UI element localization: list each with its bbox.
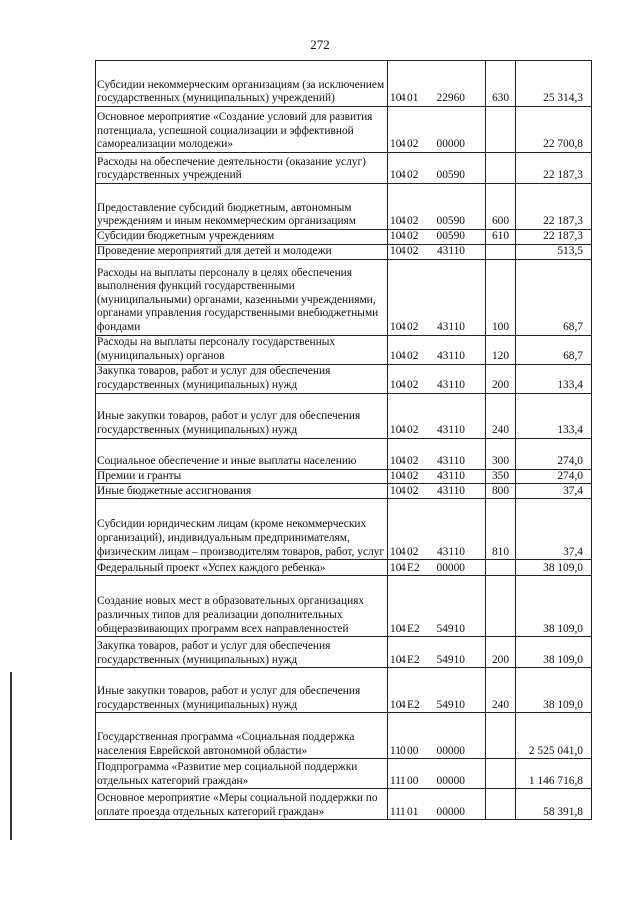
code-subprogram: 4 bbox=[400, 245, 406, 257]
code-activity: E2 bbox=[407, 561, 420, 574]
code-activity: 02 bbox=[407, 455, 419, 467]
row-code bbox=[388, 244, 486, 259]
row-amount: 22 187,3 bbox=[516, 230, 592, 245]
row-amount: 513,5 bbox=[516, 244, 592, 259]
table-row bbox=[96, 484, 592, 499]
row-name: Государственная программа «Социальная поддержка населения Еврейской автономной области» bbox=[96, 713, 388, 759]
table-row bbox=[96, 259, 592, 335]
code-section: 10 bbox=[390, 424, 402, 436]
code-activity: E2 bbox=[407, 653, 420, 666]
row-code bbox=[388, 789, 486, 820]
table-row bbox=[96, 469, 592, 484]
row-name: Расходы на выплаты персоналу в целях обеспечения выполнения функций государственными (муниципальными) органами, казенными учреждениями, органами управления государственными внебюджетными фондами bbox=[96, 259, 388, 335]
row-code bbox=[388, 184, 486, 230]
row-expense-type bbox=[486, 244, 516, 259]
code-subprogram: 4 bbox=[400, 350, 406, 362]
row-name: Субсидии бюджетным учреждениям bbox=[96, 230, 388, 245]
row-expense-type bbox=[486, 153, 516, 184]
row-expense-type: 200 bbox=[486, 364, 516, 393]
row-code bbox=[388, 438, 486, 469]
row-expense-type bbox=[486, 560, 516, 576]
code-section: 10 bbox=[390, 350, 402, 362]
table-row bbox=[96, 438, 592, 469]
code-subprogram: 4 bbox=[400, 561, 406, 574]
row-amount: 38 109,0 bbox=[516, 637, 592, 668]
code-direction: 00590 bbox=[436, 169, 465, 182]
code-section: 10 bbox=[390, 484, 402, 497]
row-amount: 22 187,3 bbox=[516, 153, 592, 184]
code-direction: 54910 bbox=[436, 622, 465, 635]
code-activity: 00 bbox=[407, 774, 419, 787]
code-section: 10 bbox=[390, 92, 402, 105]
code-subprogram: 4 bbox=[400, 424, 406, 436]
row-amount: 25 314,3 bbox=[516, 61, 592, 107]
code-direction: 43110 bbox=[436, 379, 465, 391]
code-section: 10 bbox=[390, 215, 402, 228]
row-amount: 133,4 bbox=[516, 364, 592, 393]
code-subprogram: 4 bbox=[400, 379, 406, 391]
code-activity: 02 bbox=[407, 350, 419, 362]
row-code bbox=[388, 759, 486, 789]
row-name: Предоставление субсидий бюджетным, автономным учреждениям и иным некоммерческим организациям bbox=[96, 184, 388, 230]
row-code bbox=[388, 560, 486, 576]
row-code bbox=[388, 153, 486, 184]
table-row bbox=[96, 393, 592, 438]
code-activity: 02 bbox=[407, 545, 419, 558]
code-direction: 00000 bbox=[436, 774, 465, 787]
code-section: 10 bbox=[390, 653, 402, 666]
code-direction: 00590 bbox=[436, 230, 465, 242]
row-amount: 2 525 041,0 bbox=[516, 713, 592, 759]
row-name: Проведение мероприятий для детей и молодежи bbox=[96, 244, 388, 259]
code-subprogram: 4 bbox=[400, 484, 406, 497]
row-expense-type bbox=[486, 759, 516, 789]
code-direction: 00000 bbox=[436, 744, 465, 757]
row-name: Закупка товаров, работ и услуг для обеспечения государственных (муниципальных) нужд bbox=[96, 637, 388, 668]
code-section: 10 bbox=[390, 545, 402, 558]
table-row bbox=[96, 335, 592, 364]
code-activity: 02 bbox=[407, 484, 419, 497]
code-subprogram: 4 bbox=[400, 321, 406, 333]
table-row bbox=[96, 499, 592, 560]
row-name: Субсидии некоммерческим организациям (за исключением государственных (муниципальных) учреждений) bbox=[96, 61, 388, 107]
code-section: 10 bbox=[390, 469, 402, 482]
table-row bbox=[96, 560, 592, 576]
code-direction: 43110 bbox=[436, 424, 465, 436]
row-code bbox=[388, 61, 486, 107]
row-code bbox=[388, 393, 486, 438]
code-direction: 43110 bbox=[436, 545, 465, 558]
code-activity: 01 bbox=[407, 805, 419, 818]
row-amount: 133,4 bbox=[516, 393, 592, 438]
code-subprogram: 4 bbox=[400, 545, 406, 558]
code-subprogram: 0 bbox=[400, 744, 406, 757]
table-row bbox=[96, 153, 592, 184]
row-code bbox=[388, 107, 486, 153]
code-activity: 02 bbox=[407, 469, 419, 482]
table-body bbox=[96, 61, 592, 820]
row-amount: 68,7 bbox=[516, 259, 592, 335]
code-activity: E2 bbox=[407, 698, 420, 711]
row-expense-type: 600 bbox=[486, 184, 516, 230]
row-amount: 37,4 bbox=[516, 484, 592, 499]
code-section: 10 bbox=[390, 245, 402, 257]
row-name: Основное мероприятие «Меры социальной поддержки по оплате проезда отдельных категорий граждан» bbox=[96, 789, 388, 820]
code-subprogram: 1 bbox=[400, 774, 406, 787]
row-code bbox=[388, 469, 486, 484]
code-activity: 02 bbox=[407, 230, 419, 242]
code-section: 10 bbox=[390, 169, 402, 182]
code-subprogram: 4 bbox=[400, 653, 406, 666]
row-code bbox=[388, 713, 486, 759]
code-activity: 00 bbox=[407, 744, 419, 757]
row-expense-type bbox=[486, 107, 516, 153]
row-amount: 58 391,8 bbox=[516, 789, 592, 820]
code-subprogram: 4 bbox=[400, 698, 406, 711]
row-expense-type bbox=[486, 789, 516, 820]
code-direction: 54910 bbox=[436, 653, 465, 666]
table-row bbox=[96, 713, 592, 759]
code-subprogram: 4 bbox=[400, 169, 406, 182]
row-amount: 274,0 bbox=[516, 469, 592, 484]
code-subprogram: 4 bbox=[400, 455, 406, 467]
row-name: Расходы на обеспечение деятельности (оказание услуг) государственных учреждений bbox=[96, 153, 388, 184]
code-direction: 43110 bbox=[436, 469, 465, 482]
code-activity: 02 bbox=[407, 245, 419, 257]
code-section: 10 bbox=[390, 230, 402, 242]
code-section: 11 bbox=[390, 744, 401, 757]
code-activity: 01 bbox=[407, 92, 419, 105]
code-activity: 02 bbox=[407, 379, 419, 391]
code-direction: 22960 bbox=[436, 92, 465, 105]
row-amount: 274,0 bbox=[516, 438, 592, 469]
row-name: Создание новых мест в образовательных организациях различных типов для реализации дополнительных общеразвивающих программ всех направленностей bbox=[96, 576, 388, 637]
row-name: Федеральный проект «Успех каждого ребенка» bbox=[96, 560, 388, 576]
row-expense-type: 200 bbox=[486, 637, 516, 668]
table-row bbox=[96, 637, 592, 668]
code-section: 10 bbox=[390, 379, 402, 391]
code-direction: 00000 bbox=[436, 561, 465, 574]
row-amount: 1 146 716,8 bbox=[516, 759, 592, 789]
code-subprogram: 1 bbox=[400, 805, 406, 818]
code-direction: 43110 bbox=[436, 455, 465, 467]
row-expense-type: 240 bbox=[486, 393, 516, 438]
code-activity: 02 bbox=[407, 321, 419, 333]
row-name: Премии и гранты bbox=[96, 469, 388, 484]
row-code bbox=[388, 668, 486, 713]
code-section: 10 bbox=[390, 321, 402, 333]
budget-table bbox=[95, 60, 592, 820]
row-amount: 37,4 bbox=[516, 499, 592, 560]
code-direction: 54910 bbox=[436, 698, 465, 711]
code-direction: 43110 bbox=[436, 484, 465, 497]
row-expense-type bbox=[486, 576, 516, 637]
table-row bbox=[96, 668, 592, 713]
row-code bbox=[388, 484, 486, 499]
code-subprogram: 4 bbox=[400, 92, 406, 105]
row-amount: 38 109,0 bbox=[516, 668, 592, 713]
row-expense-type: 350 bbox=[486, 469, 516, 484]
code-section: 10 bbox=[390, 622, 402, 635]
code-direction: 00000 bbox=[436, 138, 465, 151]
code-direction: 43110 bbox=[436, 350, 465, 362]
row-code bbox=[388, 259, 486, 335]
row-code bbox=[388, 335, 486, 364]
row-code bbox=[388, 637, 486, 668]
table-row bbox=[96, 364, 592, 393]
row-code bbox=[388, 576, 486, 637]
table-row bbox=[96, 576, 592, 637]
code-subprogram: 4 bbox=[400, 138, 406, 151]
table-row bbox=[96, 107, 592, 153]
code-section: 11 bbox=[390, 805, 401, 818]
row-expense-type: 120 bbox=[486, 335, 516, 364]
code-section: 10 bbox=[390, 698, 402, 711]
row-expense-type: 810 bbox=[486, 499, 516, 560]
code-subprogram: 4 bbox=[400, 230, 406, 242]
table-row bbox=[96, 759, 592, 789]
row-amount: 22 700,8 bbox=[516, 107, 592, 153]
row-expense-type: 300 bbox=[486, 438, 516, 469]
code-activity: 02 bbox=[407, 138, 419, 151]
row-code bbox=[388, 230, 486, 245]
row-amount: 38 109,0 bbox=[516, 576, 592, 637]
code-direction: 00000 bbox=[436, 805, 465, 818]
code-activity: 02 bbox=[407, 215, 419, 228]
margin-line bbox=[10, 672, 12, 840]
table-row bbox=[96, 184, 592, 230]
row-expense-type: 800 bbox=[486, 484, 516, 499]
code-activity: E2 bbox=[407, 622, 420, 635]
row-name: Иные бюджетные ассигнования bbox=[96, 484, 388, 499]
row-name: Иные закупки товаров, работ и услуг для обеспечения государственных (муниципальных) нужд bbox=[96, 393, 388, 438]
row-expense-type bbox=[486, 713, 516, 759]
code-direction: 00590 bbox=[436, 215, 465, 228]
code-section: 10 bbox=[390, 455, 402, 467]
row-name: Расходы на выплаты персоналу государственных (муниципальных) органов bbox=[96, 335, 388, 364]
code-direction: 43110 bbox=[436, 321, 465, 333]
row-code bbox=[388, 364, 486, 393]
row-name: Подпрограмма «Развитие мер социальной поддержки отдельных категорий граждан» bbox=[96, 759, 388, 789]
code-activity: 02 bbox=[407, 169, 419, 182]
table-row bbox=[96, 230, 592, 245]
row-expense-type: 240 bbox=[486, 668, 516, 713]
code-subprogram: 4 bbox=[400, 469, 406, 482]
page-number: 272 bbox=[310, 37, 330, 52]
table-row bbox=[96, 61, 592, 107]
code-section: 10 bbox=[390, 138, 402, 151]
row-code bbox=[388, 499, 486, 560]
code-subprogram: 4 bbox=[400, 622, 406, 635]
row-amount: 38 109,0 bbox=[516, 560, 592, 576]
code-subprogram: 4 bbox=[400, 215, 406, 228]
row-name: Закупка товаров, работ и услуг для обеспечения государственных (муниципальных) нужд bbox=[96, 364, 388, 393]
table-row bbox=[96, 789, 592, 820]
row-amount: 22 187,3 bbox=[516, 184, 592, 230]
row-name: Иные закупки товаров, работ и услуг для обеспечения государственных (муниципальных) нужд bbox=[96, 668, 388, 713]
row-expense-type: 100 bbox=[486, 259, 516, 335]
code-section: 11 bbox=[390, 774, 401, 787]
row-name: Социальное обеспечение и иные выплаты населению bbox=[96, 438, 388, 469]
row-expense-type: 610 bbox=[486, 230, 516, 245]
table-row bbox=[96, 244, 592, 259]
row-name: Основное мероприятие «Создание условий для развития потенциала, успешной социализации и эффективной самореализации молодежи» bbox=[96, 107, 388, 153]
row-expense-type: 630 bbox=[486, 61, 516, 107]
row-amount: 68,7 bbox=[516, 335, 592, 364]
code-section: 10 bbox=[390, 561, 402, 574]
row-name: Субсидии юридическим лицам (кроме некоммерческих организаций), индивидуальным предпринимателям, физическим лицам – производителям товаров, работ, услуг bbox=[96, 499, 388, 560]
code-activity: 02 bbox=[407, 424, 419, 436]
code-direction: 43110 bbox=[436, 245, 465, 257]
